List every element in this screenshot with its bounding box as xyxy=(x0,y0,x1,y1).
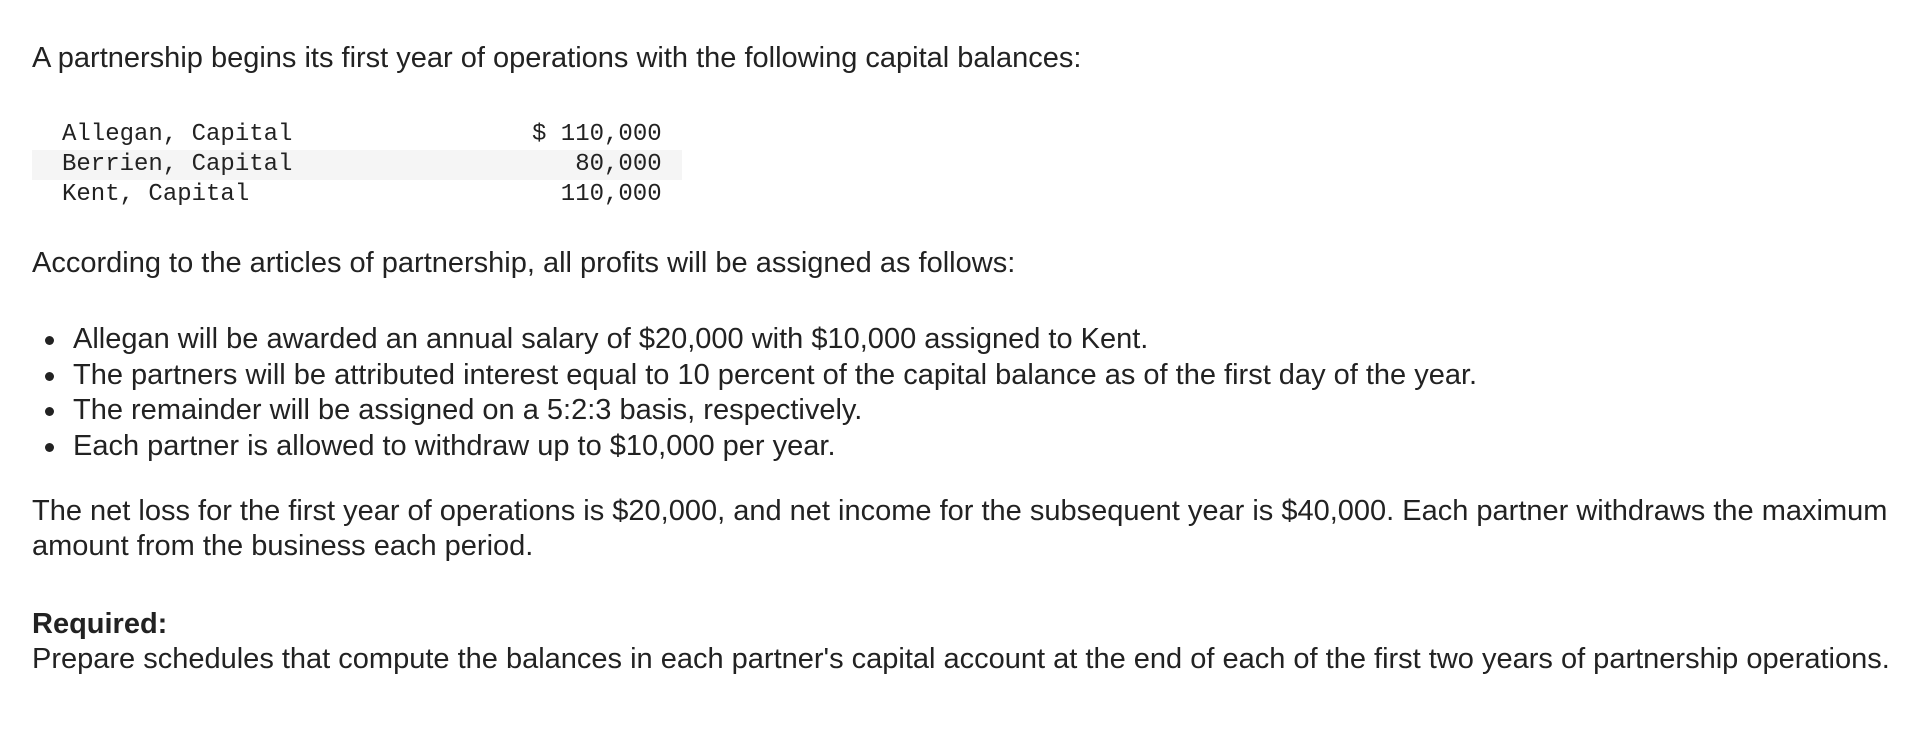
bullet-icon xyxy=(45,372,54,381)
required-heading: Required: xyxy=(32,608,168,640)
capital-account-name: Allegan, Capital xyxy=(62,121,293,148)
rule-text: Each partner is allowed to withdraw up to $10,000 per year. xyxy=(73,429,836,462)
rule-text: The remainder will be assigned on a 5:2:3 basis, respectively. xyxy=(73,394,863,426)
capital-balances-table xyxy=(32,120,682,210)
list-item xyxy=(32,322,1477,358)
capital-account-name: Kent, Capital xyxy=(62,181,250,208)
rule-text: The partners will be attributed interest equal to 10 percent of the capital balance as of the first day of the year. xyxy=(73,358,1478,391)
bullet-icon xyxy=(45,336,54,345)
list-item xyxy=(32,393,1477,429)
rule-text: Allegan will be awarded an annual salary of $20,000 with $10,000 assigned to Kent. xyxy=(73,323,1149,355)
capital-amount: $ 110,000 xyxy=(532,121,662,148)
list-item xyxy=(32,429,1477,465)
table-row xyxy=(32,180,682,210)
bullet-icon xyxy=(45,407,54,416)
capital-account-name: Berrien, Capital xyxy=(32,150,532,180)
profit-rules-list xyxy=(32,322,1477,464)
table-row xyxy=(32,150,682,180)
list-item xyxy=(32,358,1477,394)
capital-amount: 80,000 xyxy=(532,150,682,180)
assignment-intro-text: According to the articles of partnership, all profits will be assigned as follows: xyxy=(32,247,1016,279)
capital-amount: 110,000 xyxy=(560,181,662,208)
intro-text: A partnership begins its first year of operations with the following capital balances: xyxy=(32,42,1082,74)
table-row xyxy=(32,120,682,150)
net-income-paragraph: The net loss for the first year of operations is $20,000, and net income for the subsequent year is $40,000. Each partner withdraws the maximum amount from the business each period. xyxy=(32,495,1888,562)
required-text: Prepare schedules that compute the balances in each partner's capital account at the end of each of the first two years of partnership operations. xyxy=(32,643,1890,675)
bullet-icon xyxy=(45,443,54,452)
